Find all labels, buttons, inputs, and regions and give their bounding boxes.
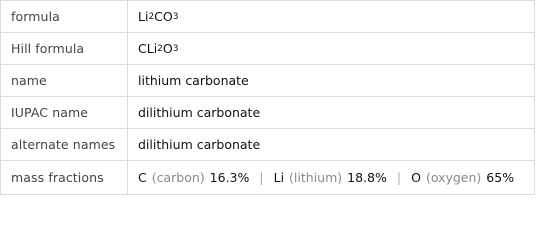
formula-part: CLi xyxy=(138,41,158,56)
formula-part: O xyxy=(162,41,173,56)
element-name: (lithium) xyxy=(289,170,343,185)
element-symbol: C xyxy=(138,170,147,185)
element-percent: 16.3% xyxy=(209,170,250,185)
element-name: (carbon) xyxy=(151,170,205,185)
table-row-mass-fractions xyxy=(1,161,534,195)
row-label: alternate names xyxy=(1,129,128,160)
row-label: IUPAC name xyxy=(1,97,128,128)
formula-value: Li 2 CO 3 xyxy=(138,9,179,24)
mass-fraction-lithium xyxy=(274,170,387,185)
hill-formula-value: CLi 2 O 3 xyxy=(138,41,179,56)
alternate-names-value: dilithium carbonate xyxy=(138,137,261,152)
row-label: Hill formula xyxy=(1,33,128,64)
mass-fractions-value xyxy=(128,161,534,194)
element-percent: 65% xyxy=(486,170,515,185)
formula-part: CO xyxy=(154,9,173,24)
row-label: formula xyxy=(1,1,128,32)
name-value: lithium carbonate xyxy=(138,73,249,88)
table-row-alternate-names xyxy=(1,129,534,161)
element-symbol: Li xyxy=(273,170,285,185)
table-row-name xyxy=(1,65,534,97)
row-label: name xyxy=(1,65,128,96)
mass-fraction-oxygen xyxy=(411,170,514,185)
iupac-name-value: dilithium carbonate xyxy=(138,105,261,120)
element-percent: 18.8% xyxy=(347,170,387,185)
formula-part: Li xyxy=(138,9,149,24)
row-label: mass fractions xyxy=(1,161,128,194)
element-name: (oxygen) xyxy=(425,170,482,185)
table-row-hill-formula xyxy=(1,33,534,65)
table-row-formula xyxy=(1,1,534,33)
mass-fraction-carbon xyxy=(138,170,249,185)
fraction-separator: | xyxy=(259,170,264,185)
element-symbol: O xyxy=(411,170,421,185)
table-row-iupac-name xyxy=(1,97,534,129)
fraction-separator: | xyxy=(396,170,402,185)
